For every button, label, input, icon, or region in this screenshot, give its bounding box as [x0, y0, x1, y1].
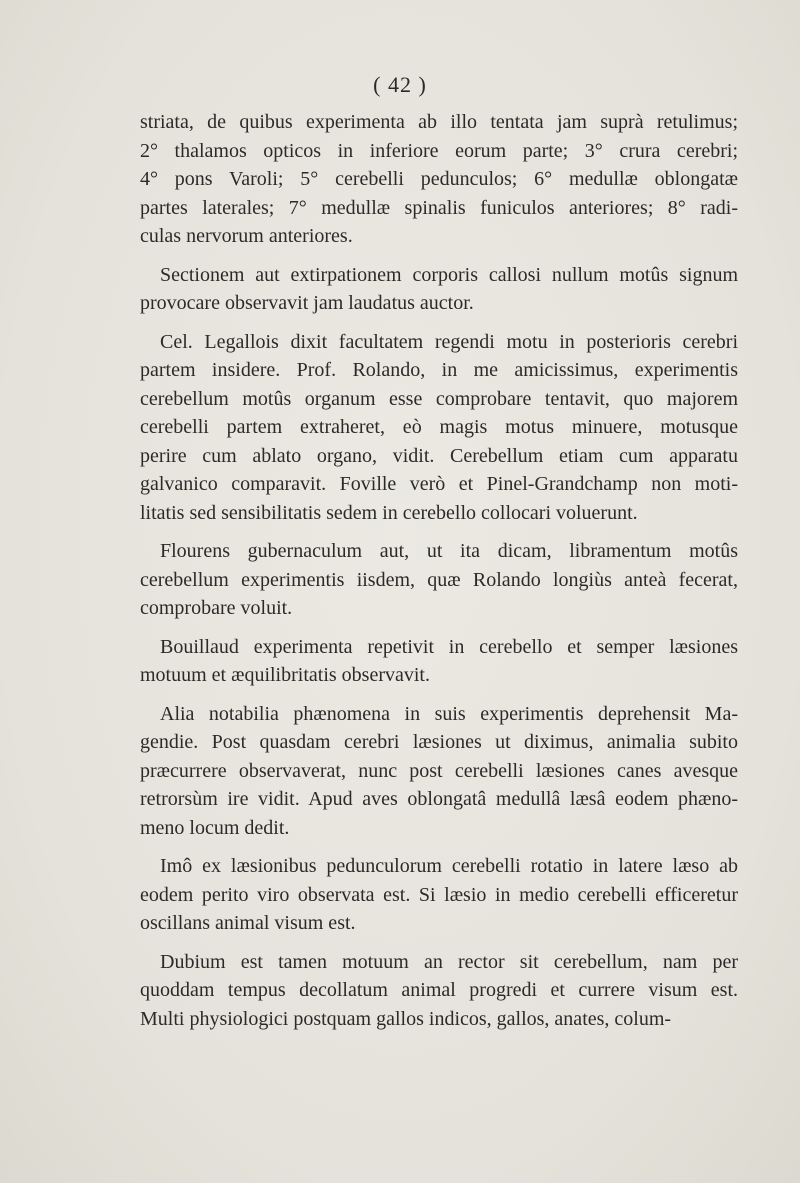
- text-line: comprobare voluit.: [140, 597, 293, 619]
- text-line: præcurrere observaverat, nunc post cerebelli læsiones canes avesque: [140, 759, 738, 782]
- text-line: motuum et æquilibritatis observavit.: [140, 664, 430, 686]
- text-line: Alia notabilia phænomena in suis experimentis deprehensit Ma-: [160, 702, 738, 725]
- text-line: Imô ex læsionibus pedunculorum cerebelli rotatio in latere læso ab: [160, 855, 738, 877]
- paragraph: [140, 700, 738, 843]
- text-line: Multi physiologici postquam gallos indicos, gallos, anates, colum-: [140, 1007, 672, 1030]
- text-line: 2° thalamos opticos in inferiore eorum parte; 3° crura cerebri;: [140, 139, 738, 162]
- text-line: galvanico comparavit. Foville verò et Pinel-Grandchamp non moti-: [140, 473, 738, 495]
- text-line: oscillans animal visum est.: [140, 912, 356, 934]
- text-line: partes laterales; 7° medullæ spinalis funiculos anteriores; 8° radi-: [140, 196, 738, 219]
- paragraph: [140, 328, 738, 528]
- text-line: perire cum ablato organo, vidit. Cerebellum etiam cum apparatu: [140, 444, 738, 467]
- text-line: 4° pons Varoli; 5° cerebelli pedunculos; 6° medullæ oblongatæ: [140, 168, 738, 190]
- text-line: cerebelli partem extraheret, eò magis motus minuere, motusque: [140, 416, 738, 438]
- text-line: culas nervorum anteriores.: [140, 225, 353, 247]
- page-number: ( 42 ): [373, 72, 427, 97]
- text-line: gendie. Post quasdam cerebri læsiones ut diximus, animalia subito: [140, 731, 738, 753]
- text-line: Flourens gubernaculum aut, ut ita dicam, libramentum motûs: [160, 540, 738, 562]
- paragraph: [140, 852, 738, 938]
- text-line: retrorsùm ire vidit. Apud aves oblongatâ medullâ læsâ eodem phæno-: [140, 788, 738, 810]
- text-line: partem insidere. Prof. Rolando, in me amicissimus, experimentis: [140, 359, 738, 381]
- text-line: litatis sed sensibilitatis sedem in cerebello collocari voluerunt.: [140, 501, 638, 524]
- paragraph: [140, 108, 738, 251]
- text-line: eodem perito viro observata est. Si læsio in medio cerebelli efficeretur: [140, 883, 738, 906]
- paragraph: [140, 537, 738, 623]
- text-line: Bouillaud experimenta repetivit in cerebello et semper læsiones: [160, 635, 738, 658]
- body-text: [140, 108, 738, 1043]
- text-line: provocare observavit jam laudatus auctor.: [140, 292, 474, 314]
- text-line: Sectionem aut extirpationem corporis callosi nullum motûs signum: [160, 263, 738, 286]
- text-line: striata, de quibus experimenta ab illo tentata jam suprà retulimus;: [140, 111, 738, 133]
- paragraph: [140, 633, 738, 690]
- text-line: Dubium est tamen motuum an rector sit cerebellum, nam per: [160, 950, 738, 973]
- paragraph: [140, 261, 738, 318]
- text-line: cerebellum motûs organum esse comprobare tentavit, quo majorem: [140, 387, 738, 410]
- text-line: meno locum dedit.: [140, 816, 290, 839]
- text-line: quoddam tempus decollatum animal progredi et currere visum est.: [140, 979, 738, 1001]
- text-line: Cel. Legallois dixit facultatem regendi motu in posterioris cerebri: [160, 330, 738, 353]
- paragraph: [140, 948, 738, 1034]
- text-line: cerebellum experimentis iisdem, quæ Rolando longiùs anteà fecerat,: [140, 568, 738, 591]
